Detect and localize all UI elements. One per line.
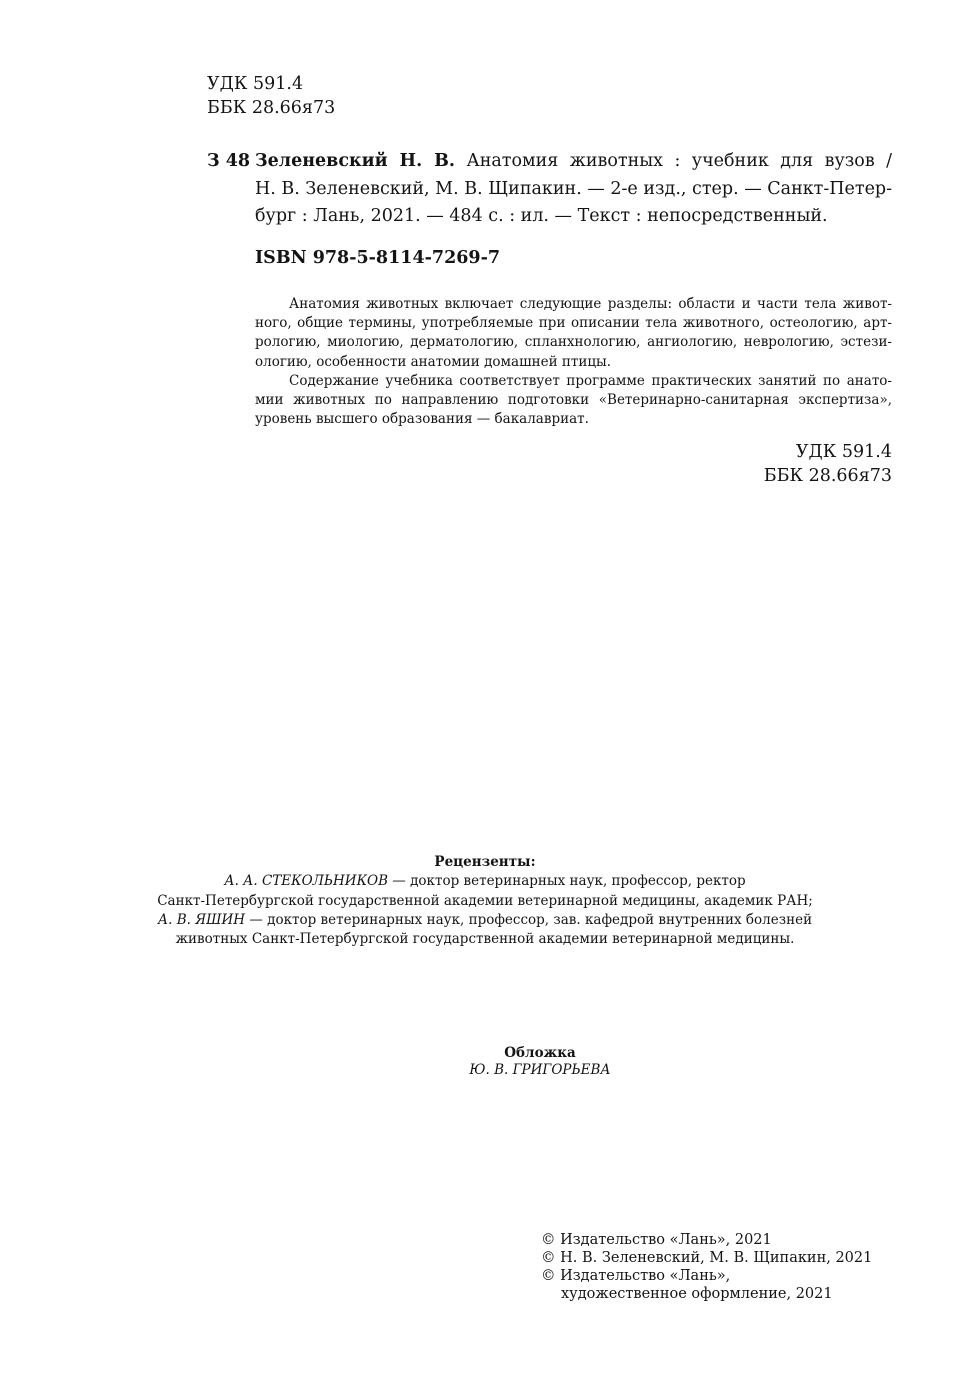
- reviewer-2-line-2: животных Санкт-Петербургской государственной академии ветеринарной медицины.: [175, 931, 795, 948]
- bbk-code: ББК 28.66я73: [763, 466, 892, 486]
- cover-designer: Ю. В. ГРИГОРЬЕВА: [469, 1062, 611, 1078]
- reviewer-1-line-2: Санкт-Петербургской государственной академии ветеринарной медицины, академик РАН;: [157, 892, 813, 909]
- annotation-line: ологию, особенности анатомии домашней птицы.: [255, 353, 612, 370]
- copyright-line: © Н. В. Зеленевский, М. В. Щипакин, 2021: [541, 1250, 873, 1266]
- bbk-code: ББК 28.66я73: [207, 98, 336, 118]
- copyright-line: художественное оформление, 2021: [561, 1286, 833, 1302]
- reviewer-2-name: А. В. ЯШИН: [157, 911, 246, 928]
- reviewer-2-line-1: [140, 911, 830, 930]
- copyright-block: [541, 1231, 872, 1303]
- biblio-line-2: Н. В. Зеленевский, М. В. Щипакин. — 2-е изд., стер. — Санкт-Петер-: [255, 178, 893, 199]
- annotation-line: ного, общие термины, употребляемые при описании тела животного, остеологию, арт-: [255, 315, 892, 332]
- annotation-line: рологию, миологию, дерматологию, спланхнологию, ангиологию, неврологию, эстези-: [255, 334, 892, 351]
- reviewer-2-title: — доктор ветеринарных наук, профессор, зав. кафедрой внутренних болезней: [245, 911, 813, 928]
- annotation-line: уровень высшего образования — бакалавриат.: [255, 411, 589, 428]
- udk-code: УДК 591.4: [207, 74, 304, 94]
- author-name: Зеленевский Н. В.: [255, 151, 456, 171]
- biblio-line-1: [255, 148, 892, 176]
- cover-heading: Обложка: [504, 1045, 576, 1061]
- isbn: ISBN 978-5-8114-7269-7: [255, 248, 501, 268]
- biblio-line-3: бург : Лань, 2021. — 484 с. : ил. — Текст : непосредственный.: [255, 206, 828, 226]
- udk-code: УДК 591.4: [795, 442, 892, 462]
- title-text: Анатомия животных : учебник для вузов /: [455, 151, 893, 171]
- footer-classification-codes: [764, 440, 892, 488]
- annotation: [255, 295, 892, 429]
- cover-credit: [340, 1045, 740, 1079]
- annotation-line: Анатомия животных включает следующие разделы: области и части тела живот-: [289, 296, 892, 312]
- annotation-line: мии животных по направлению подготовки «Ветеринарно-санитарная экспертиза»,: [255, 392, 892, 409]
- bibliographic-description: [255, 148, 892, 231]
- copyright-line: © Издательство «Лань»,: [541, 1268, 731, 1284]
- reviewers-block: [140, 853, 830, 949]
- annotation-line: Содержание учебника соответствует программе практических занятий по анато-: [289, 372, 892, 389]
- reviewer-1-line-1: [140, 872, 830, 891]
- author-mark: З 48: [207, 151, 251, 171]
- header-classification-codes: [207, 72, 335, 120]
- reviewer-1-title: — доктор ветеринарных наук, профессор, ректор: [388, 873, 746, 890]
- copyright-line: © Издательство «Лань», 2021: [541, 1232, 772, 1248]
- reviewers-heading: Рецензенты:: [434, 854, 536, 870]
- reviewer-1-name: А. А. СТЕКОЛЬНИКОВ: [224, 873, 389, 890]
